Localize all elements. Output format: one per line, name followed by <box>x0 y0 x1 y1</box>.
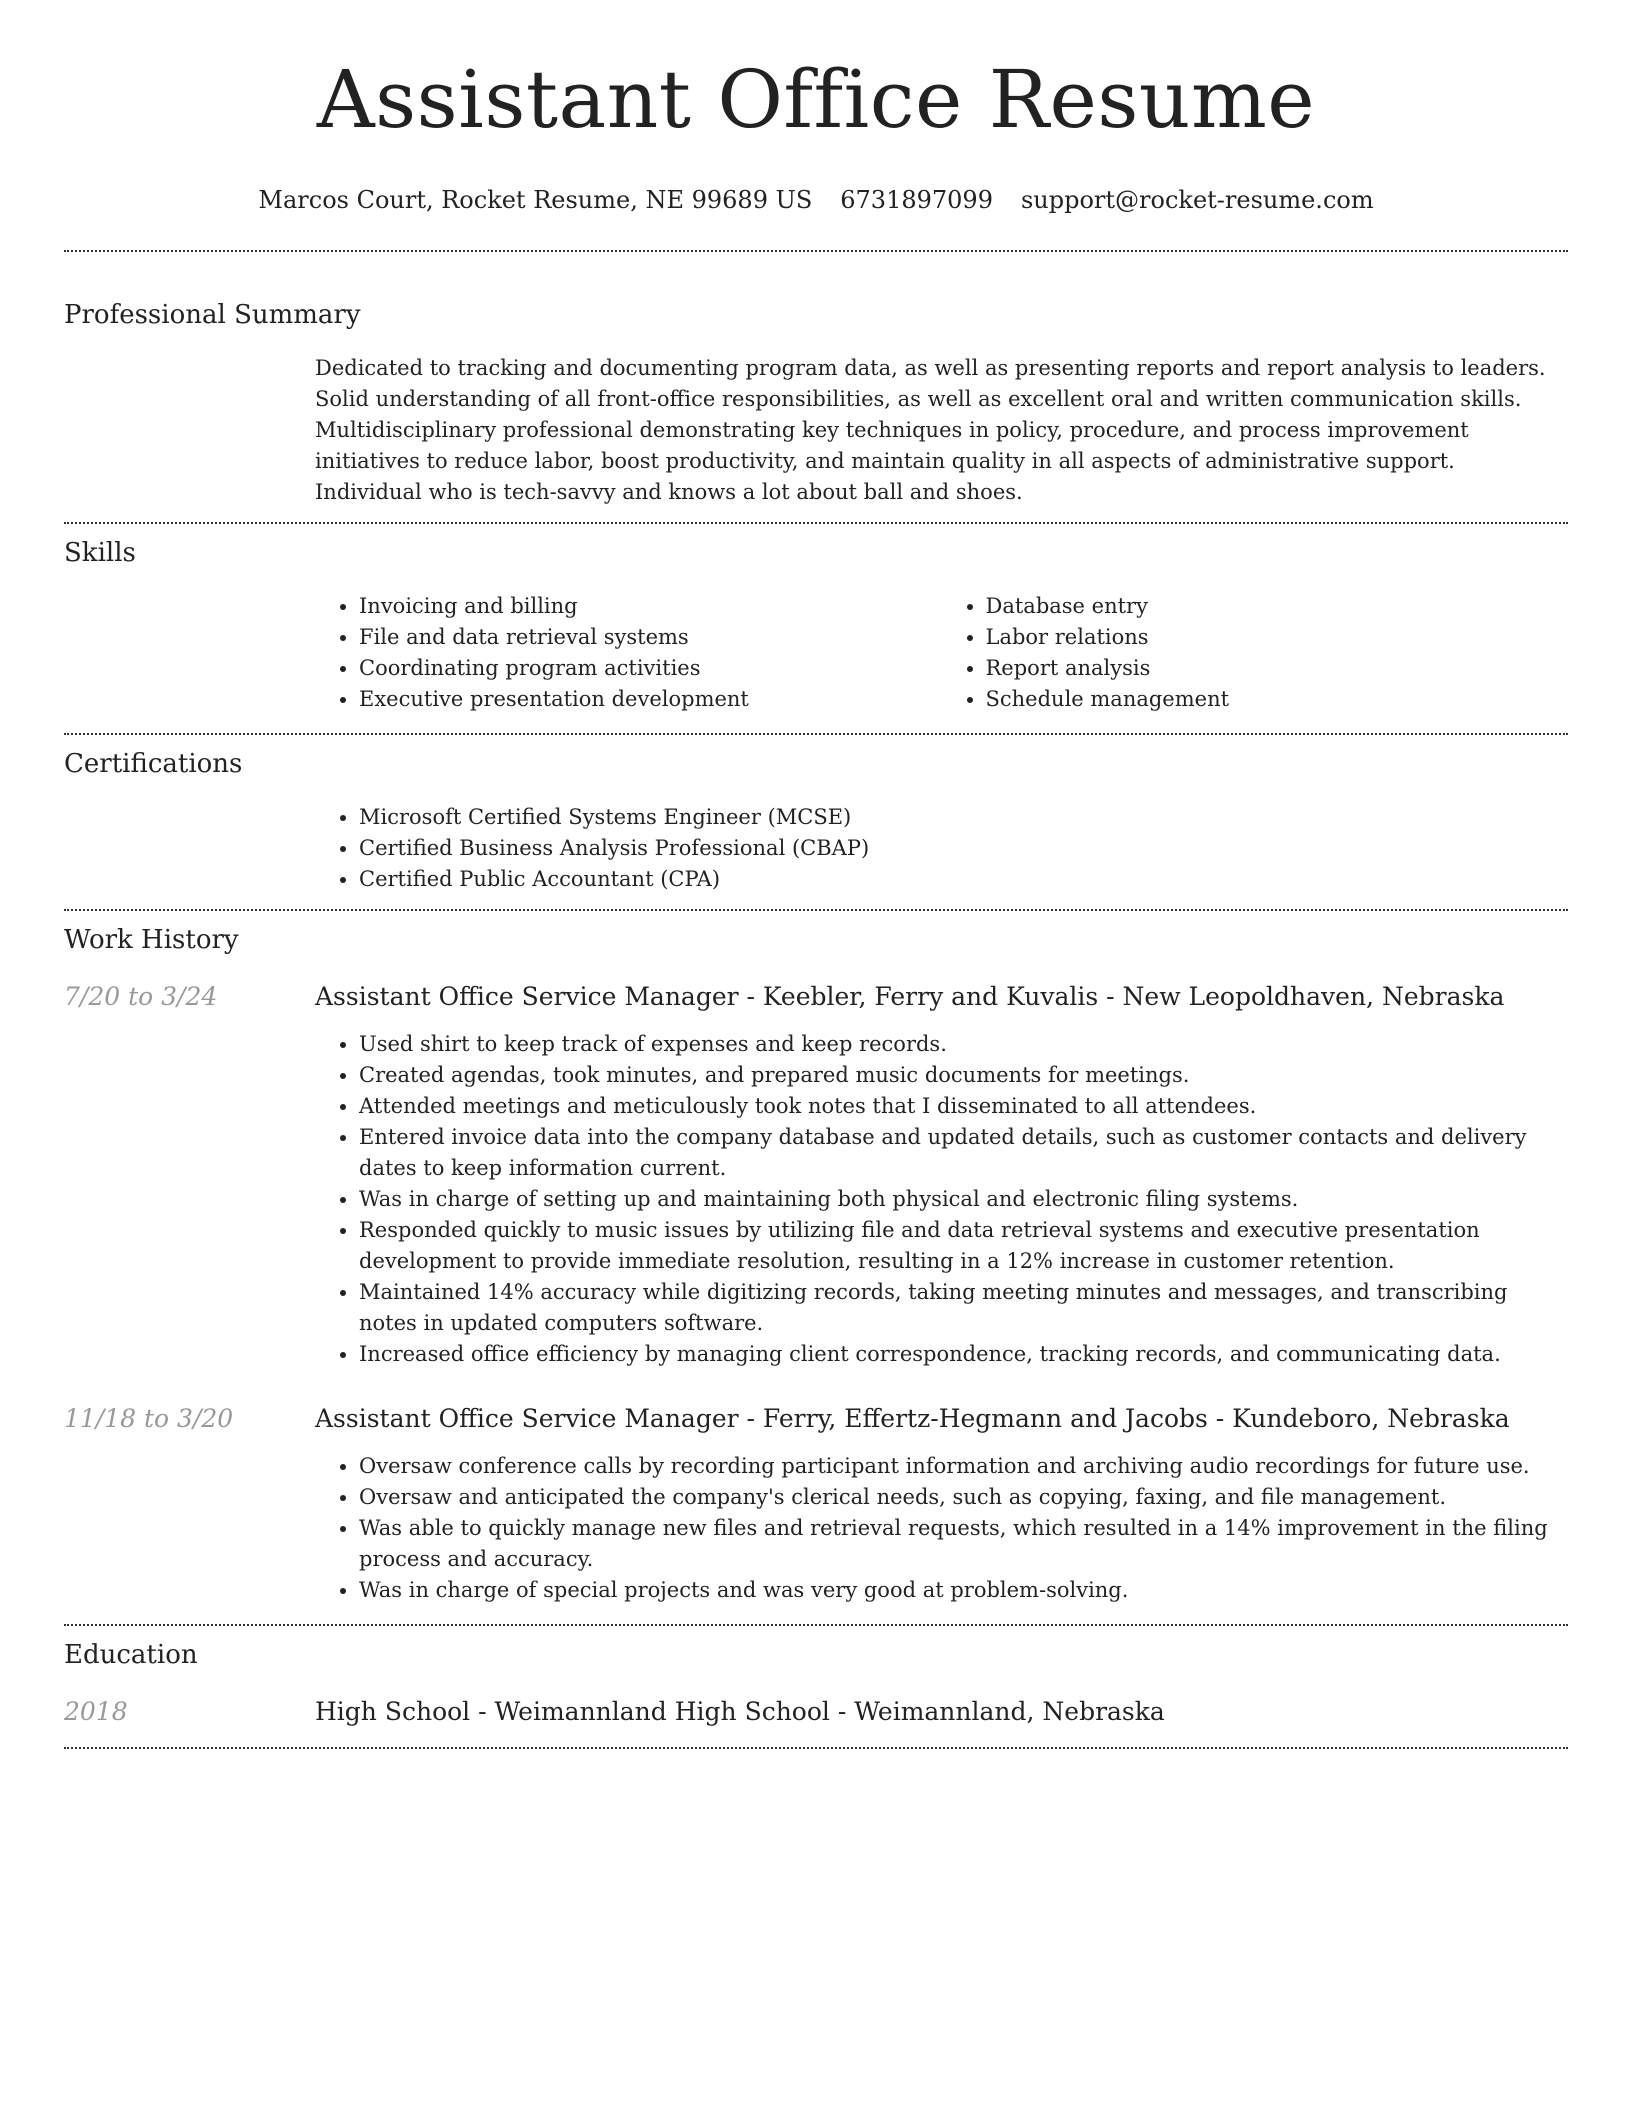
job-bullet: • Created agendas, took minutes, and prepared music documents for meetings. <box>359 1060 1568 1091</box>
skill-item: • Executive presentation development <box>359 684 942 715</box>
job-bullet: • Was in charge of setting up and maintaining both physical and electronic filing systems. <box>359 1184 1568 1215</box>
summary-section <box>64 252 1568 522</box>
job-bullet: • Increased office efficiency by managing client correspondence, tracking records, and communicating data. <box>359 1339 1568 1370</box>
skill-item: • Invoicing and billing <box>359 591 942 622</box>
skill-item: • Report analysis <box>986 653 1569 684</box>
divider <box>64 1747 1568 1749</box>
skill-item: • Database entry <box>986 591 1569 622</box>
job-dates: 7/20 to 3/24 <box>64 982 218 1011</box>
summary-text: Dedicated to tracking and documenting program data, as well as presenting reports and report analysis to leaders. Solid understanding of all front-office responsibilities, as well as excellent oral and written communication skills. Multidisciplinary professional demonstrating key techniques in policy, procedure, and process improvement initiatives to reduce labor, boost productivity, and maintain quality in all aspects of administrative support. Individual who is tech-savvy and knows a lot about ball and shoes. <box>315 356 1546 504</box>
education-dates: 2018 <box>64 1697 128 1726</box>
job-entry <box>64 980 1568 1014</box>
certification-item: • Certified Business Analysis Professional (CBAP) <box>359 833 1568 864</box>
skill-item: • Schedule management <box>986 684 1569 715</box>
job-bullet: • Was able to quickly manage new files and retrieval requests, which resulted in a 14% improvement in the filing process and accuracy. <box>359 1513 1568 1575</box>
work-section <box>64 911 1568 1624</box>
certifications-list <box>315 802 1568 895</box>
skills-left-list <box>315 591 942 715</box>
job-bullet: • Oversaw and anticipated the company's clerical needs, such as copying, faxing, and file management. <box>359 1482 1568 1513</box>
skills-columns <box>315 591 1568 715</box>
contact-email: support@rocket-resume.com <box>1020 186 1374 214</box>
skills-section <box>64 524 1568 733</box>
certifications-section <box>64 735 1568 909</box>
education-text: High School - Weimannland High School - Weimannland, Nebraska <box>315 1697 1165 1726</box>
contact-address: Marcos Court, Rocket Resume, NE 99689 US <box>258 186 813 214</box>
resume-name: Assistant Office Resume <box>316 53 1316 146</box>
education-title: Education <box>64 1640 198 1670</box>
contact-info <box>64 184 1568 216</box>
job-bullet: • Responded quickly to music issues by utilizing file and data retrieval systems and executive presentation development to provide immediate resolution, resulting in a 12% increase in customer retention. <box>359 1215 1568 1277</box>
education-section <box>64 1626 1568 1747</box>
skills-right-list <box>942 591 1569 715</box>
job-details <box>315 1029 1568 1370</box>
job-title: Assistant Office Service Manager - Keebler, Ferry and Kuvalis - New Leopoldhaven, Nebraska <box>315 982 1505 1011</box>
certifications-title: Certifications <box>64 749 243 779</box>
job-dates: 11/18 to 3/20 <box>64 1404 234 1433</box>
skill-item: • Coordinating program activities <box>359 653 942 684</box>
skill-item: • Labor relations <box>986 622 1569 653</box>
job-bullet: • Maintained 14% accuracy while digitizing records, taking meeting minutes and messages, and transcribing notes in updated computers software. <box>359 1277 1568 1339</box>
job-bullet: • Attended meetings and meticulously took notes that I disseminated to all attendees. <box>359 1091 1568 1122</box>
job-bullet: • Oversaw conference calls by recording participant information and archiving audio recordings for future use. <box>359 1451 1568 1482</box>
certification-item: • Certified Public Accountant (CPA) <box>359 864 1568 895</box>
job-bullets <box>315 1029 1568 1370</box>
job-bullet: • Was in charge of special projects and was very good at problem-solving. <box>359 1575 1568 1606</box>
work-title: Work History <box>64 925 239 955</box>
summary-title: Professional Summary <box>64 300 361 330</box>
job-bullet: • Entered invoice data into the company database and updated details, such as customer contacts and delivery dates to keep information current. <box>359 1122 1568 1184</box>
certifications-content <box>315 802 1568 895</box>
certification-item: • Microsoft Certified Systems Engineer (MCSE) <box>359 802 1568 833</box>
skills-title: Skills <box>64 538 136 568</box>
job-entry <box>64 1402 1568 1436</box>
job-title: Assistant Office Service Manager - Ferry, Effertz-Hegmann and Jacobs - Kundeboro, Nebraska <box>315 1404 1510 1433</box>
contact-phone: 6731897099 <box>840 186 993 214</box>
education-entry <box>64 1695 1568 1729</box>
job-bullets <box>315 1451 1568 1606</box>
job-details <box>315 1451 1568 1606</box>
job-bullet: • Used shirt to keep track of expenses and keep records. <box>359 1029 1568 1060</box>
skill-item: • File and data retrieval systems <box>359 622 942 653</box>
